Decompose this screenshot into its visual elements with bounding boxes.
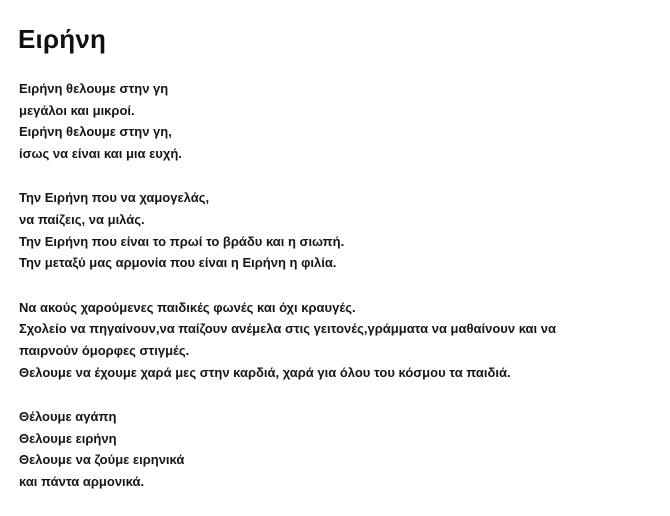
poem-line: Ειρήνη θελουμε στην γη (19, 81, 169, 96)
poem-body (19, 78, 659, 516)
stanza-1 (19, 78, 659, 164)
poem-line: Την μεταξύ μας αρμονία που είναι η Ειρήνη η φιλία. (19, 255, 337, 271)
poem-line: Την Ειρήνη που είναι το πρωί το βράδυ και η σιωπή. (19, 233, 345, 249)
poem-line: Ειρήνη θελουμε στην γη, (19, 124, 172, 140)
poem-line: ίσως να είναι και μια ευχή. (19, 145, 182, 161)
poem-line: μεγάλοι και μικροί. (19, 102, 135, 118)
poem-line: Θελουμε να ζούμε ειρηνικά (19, 452, 185, 468)
poem-line: Θελουμε ειρήνη (19, 430, 117, 446)
poem-line: παιρνούν όμορφες στιγμές. (19, 342, 190, 358)
poem-line: Την Ειρήνη που να χαμογελάς, (19, 190, 210, 206)
poem-title: Ειρήνη (18, 24, 107, 54)
poem-line: και πάντα αρμονικά. (19, 473, 145, 489)
stanza-3 (19, 297, 659, 383)
stanza-4 (19, 406, 659, 492)
poem-line: Θελουμε να έχουμε χαρά μες στην καρδιά, χαρά για όλου του κόσμου τα παιδιά. (19, 364, 511, 380)
poem-line: Θέλουμε αγάπη (19, 409, 117, 425)
poem-line: Σχολείο να πηγαίνουν,να παίζουν ανέμελα στις γειτονές,γράμματα να μαθαίνουν και να (19, 321, 556, 337)
poem-line: να παίζεις, να μιλάς. (19, 211, 145, 227)
stanza-2 (19, 187, 659, 273)
poem-line: Να ακούς χαρούμενες παιδικές φωνές και όχι κραυγές. (19, 299, 356, 315)
